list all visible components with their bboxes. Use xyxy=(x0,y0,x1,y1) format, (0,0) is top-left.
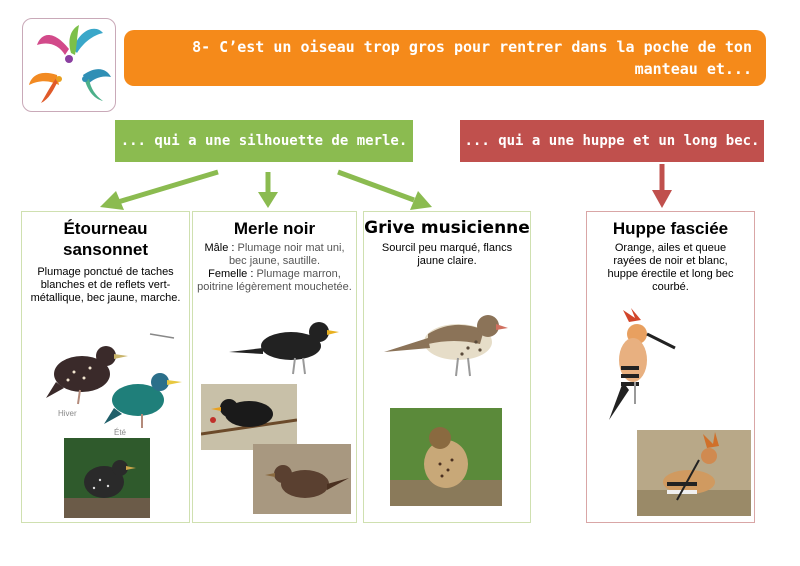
card-etourneau xyxy=(21,211,190,523)
hoopoe-illustration-icon xyxy=(601,308,685,428)
blackbird-female-photo xyxy=(253,444,351,514)
card-title-huppe: Huppe fasciée xyxy=(612,219,729,238)
card-desc-merle xyxy=(197,242,352,294)
arrow-to-grive xyxy=(338,172,432,210)
blackbird-illustration-icon xyxy=(227,312,343,378)
card-title-etourneau: Étourneau sansonnet xyxy=(62,219,149,259)
card-grive xyxy=(363,211,531,523)
song-thrush-photo xyxy=(390,408,502,506)
card-title-grive: Grive musicienne xyxy=(364,218,530,238)
starling-photo xyxy=(64,438,150,518)
hoopoe-photo xyxy=(637,430,751,516)
banner-text: 8- C’est un oiseau trop gros pour rentrer dans la poche de ton manteau et... xyxy=(192,38,752,78)
tag-summer: Été xyxy=(114,428,127,437)
header-left-text: ... qui a une silhouette de merle. xyxy=(120,133,408,149)
card-huppe xyxy=(586,211,755,523)
card-desc-etourneau: Plumage ponctué de taches blanches et de reflets vert-métallique, bec jaune, marche. xyxy=(30,266,181,304)
male-label: Mâle : xyxy=(204,242,235,254)
card-title-merle: Merle noir xyxy=(233,219,316,238)
card-desc-huppe: Orange, ailes et queue rayées de noir et blanc, huppe érectile et long bec courbé. xyxy=(607,242,734,293)
arrow-to-merle xyxy=(258,172,278,208)
arrow-to-huppe xyxy=(652,164,672,208)
female-text: Plumage marron, poitrine légèrement mouchetée. xyxy=(197,268,352,293)
female-label: Femelle : xyxy=(208,268,254,280)
song-thrush-illustration-icon xyxy=(384,304,510,380)
male-text: Plumage noir mat uni, bec jaune, sautille. xyxy=(228,242,345,267)
arrow-to-etourneau xyxy=(100,172,218,210)
header-right-text: ... qui a une huppe et un long bec. xyxy=(464,133,760,149)
tag-winter: Hiver xyxy=(58,409,77,418)
card-merle xyxy=(192,211,357,523)
card-desc-grive: Sourcil peu marqué, flancs jaune claire. xyxy=(381,242,513,267)
blackbird-male-photo xyxy=(201,384,297,450)
